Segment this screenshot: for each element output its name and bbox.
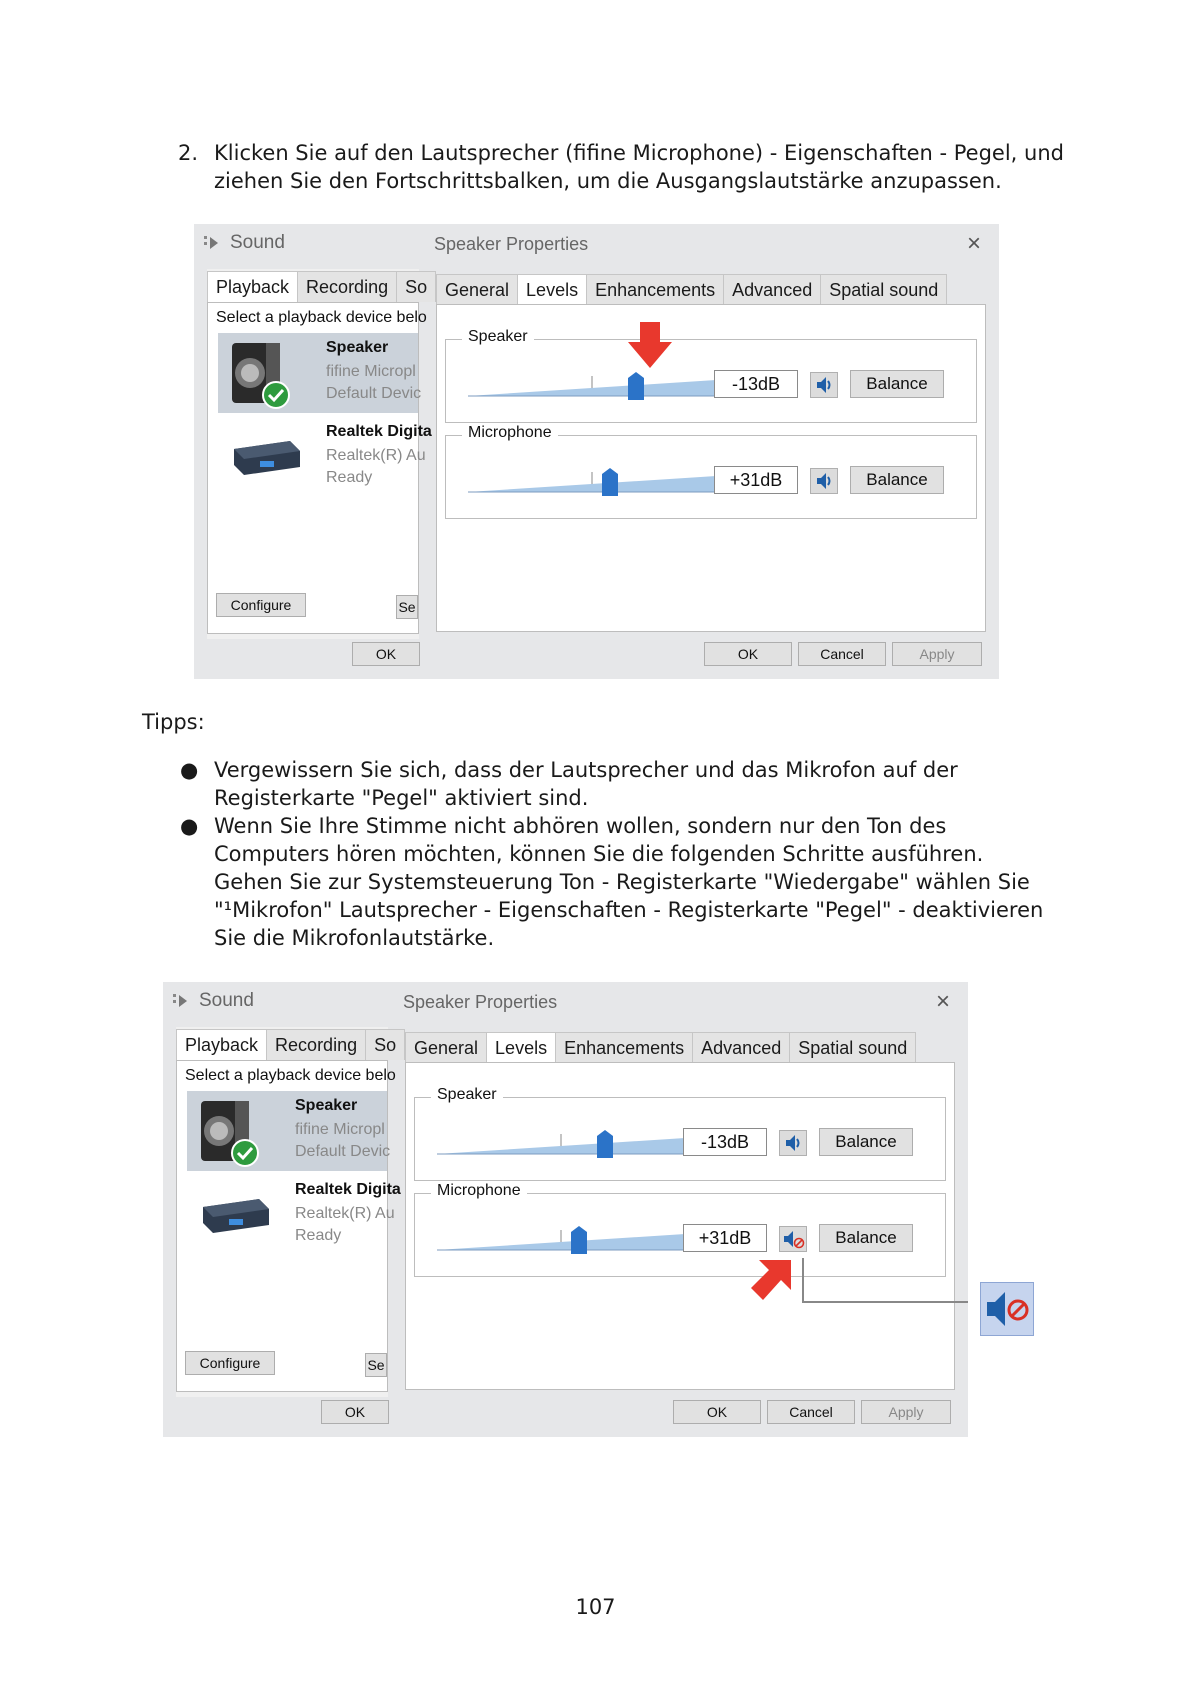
tip-item: ● Wenn Sie Ihre Stimme nicht abhören wollen, sondern nur den Ton des Computers hören möchten, können Sie die folgenden Schritte ausführen. Gehen Sie zur Systemsteuerung Ton - Registerkarte "Wiedergabe" wählen Sie "¹Mikrofon" Lautsprecher - Eigenschaften - Registerkarte "Pegel" - deaktivieren Sie die Mikrofonlautstärke. (180, 814, 1044, 950)
tips-title: Tipps: (142, 710, 205, 734)
sound-tabs (207, 271, 435, 301)
device-name: Realtek Digita (326, 423, 432, 440)
speaker-volume-icon (780, 1131, 806, 1155)
tab-playback[interactable]: Playback (207, 271, 298, 302)
tab-recording[interactable]: Recording (266, 1029, 366, 1060)
speaker-balance-button[interactable]: Balance (819, 1128, 913, 1156)
speaker-level-group (445, 328, 977, 423)
select-device-label: Select a playback device belo (216, 309, 427, 326)
microphone-level-value[interactable]: +31dB (714, 466, 798, 494)
microphone-level-group (445, 424, 977, 519)
device-line2: Ready (295, 1227, 342, 1244)
speaker-level-label: Speaker (431, 1086, 503, 1104)
speaker-mute-button[interactable] (779, 1130, 807, 1156)
speaker-properties-title: Speaker Properties (403, 992, 558, 1012)
device-name: Speaker (326, 339, 389, 356)
speaker-level-value[interactable]: -13dB (714, 370, 798, 398)
device-line1: Realtek(R) Au (326, 447, 426, 464)
properties-tabs (436, 274, 946, 304)
sound-ok-button[interactable]: OK (352, 642, 420, 666)
device-line2: Ready (326, 469, 373, 486)
properties-tabs (405, 1032, 915, 1062)
speaker-level-label: Speaker (462, 328, 534, 346)
tab-enhancements[interactable]: Enhancements (586, 274, 724, 305)
speaker-icon (173, 991, 193, 1011)
tab-spatial-sound[interactable]: Spatial sound (789, 1032, 916, 1063)
tab-general[interactable]: General (405, 1032, 487, 1063)
speaker-mute-button[interactable] (810, 372, 838, 398)
sound-window-title: Sound (204, 232, 285, 254)
device-line2: Default Devic (326, 385, 422, 402)
tab-playback[interactable]: Playback (176, 1029, 267, 1060)
microphone-mute-button[interactable] (779, 1226, 807, 1252)
sound-dialog-screenshot-2 (163, 982, 968, 1437)
tab-levels[interactable]: Levels (486, 1032, 556, 1063)
properties-ok-button[interactable]: OK (704, 642, 792, 666)
step-text: Klicken Sie auf den Lautsprecher (fifine Microphone) - Eigenschaften - Pegel, und ziehen Sie den Fortschrittsbalken, um die Ausgangslautstärke anzupassen. (214, 141, 1064, 193)
speaker-level-slider[interactable] (468, 370, 716, 400)
speaker-level-value[interactable]: -13dB (683, 1128, 767, 1156)
tab-enhancements[interactable]: Enhancements (555, 1032, 693, 1063)
sound-window-title: Sound (173, 990, 254, 1012)
tab-general[interactable]: General (436, 274, 518, 305)
configure-button[interactable]: Configure (216, 593, 306, 617)
tip-item: ● Vergewissern Sie sich, dass der Lautsprecher und das Mikrofon auf der Registerkarte "Pegel" aktiviert sind. (180, 758, 958, 810)
device-realtek[interactable] (187, 1177, 401, 1257)
properties-apply-button[interactable]: Apply (861, 1400, 951, 1424)
muted-icon-callout (980, 1282, 1034, 1336)
red-arrow-icon (749, 1260, 791, 1302)
microphone-level-label: Microphone (462, 424, 558, 442)
device-speaker-selected[interactable] (218, 333, 422, 413)
speaker-properties-title: Speaker Properties (434, 234, 589, 254)
speaker-level-slider[interactable] (437, 1128, 685, 1158)
levels-pane (436, 304, 986, 632)
microphone-level-label: Microphone (431, 1182, 527, 1200)
microphone-balance-button[interactable]: Balance (850, 466, 944, 494)
speaker-icon (204, 233, 224, 253)
muted-volume-icon (780, 1227, 806, 1251)
configure-button[interactable]: Configure (185, 1351, 275, 1375)
set-default-button[interactable]: Se (365, 1353, 387, 1377)
device-name: Speaker (295, 1097, 358, 1114)
device-speaker-selected[interactable] (187, 1091, 391, 1171)
microphone-level-slider[interactable] (468, 466, 716, 496)
properties-cancel-button[interactable]: Cancel (767, 1400, 855, 1424)
speaker-device-icon (226, 339, 290, 409)
tab-sounds[interactable]: So (396, 271, 436, 302)
callout-connector (801, 1258, 968, 1318)
set-default-button[interactable]: Se (396, 595, 418, 619)
device-realtek[interactable] (218, 419, 432, 499)
tab-levels[interactable]: Levels (517, 274, 587, 305)
device-line2: Default Devic (295, 1143, 391, 1160)
levels-pane (405, 1062, 955, 1390)
microphone-mute-button[interactable] (810, 468, 838, 494)
microphone-balance-button[interactable]: Balance (819, 1224, 913, 1252)
digital-output-icon (230, 437, 302, 477)
properties-apply-button[interactable]: Apply (892, 642, 982, 666)
tab-spatial-sound[interactable]: Spatial sound (820, 274, 947, 305)
sound-ok-button[interactable]: OK (321, 1400, 389, 1424)
select-device-label: Select a playback device belo (185, 1067, 396, 1084)
tab-recording[interactable]: Recording (297, 271, 397, 302)
tips-list (178, 756, 1058, 952)
speaker-balance-button[interactable]: Balance (850, 370, 944, 398)
sound-dialog-screenshot-1 (194, 224, 999, 679)
speaker-level-group (414, 1086, 946, 1181)
playback-device-list (176, 1060, 401, 1392)
speaker-volume-icon (811, 373, 837, 397)
red-arrow-icon (628, 322, 672, 368)
properties-cancel-button[interactable]: Cancel (798, 642, 886, 666)
muted-volume-icon (981, 1283, 1033, 1335)
tab-advanced[interactable]: Advanced (692, 1032, 790, 1063)
sound-tabs (176, 1029, 404, 1059)
playback-device-list (207, 302, 432, 634)
microphone-level-value[interactable]: +31dB (683, 1224, 767, 1252)
speaker-volume-icon (811, 469, 837, 493)
properties-ok-button[interactable]: OK (673, 1400, 761, 1424)
close-icon[interactable]: × (967, 230, 982, 257)
device-line1: fifine Micropl (295, 1121, 385, 1138)
tab-sounds[interactable]: So (365, 1029, 405, 1060)
tab-advanced[interactable]: Advanced (723, 274, 821, 305)
device-name: Realtek Digita (295, 1181, 401, 1198)
close-icon[interactable]: × (936, 988, 951, 1015)
page-number: 107 (575, 1595, 616, 1619)
device-line1: Realtek(R) Au (295, 1205, 395, 1222)
digital-output-icon (199, 1195, 271, 1235)
device-line1: fifine Micropl (326, 363, 416, 380)
step-number: 2. (178, 141, 199, 165)
microphone-level-slider[interactable] (437, 1224, 685, 1254)
speaker-device-icon (195, 1097, 259, 1167)
